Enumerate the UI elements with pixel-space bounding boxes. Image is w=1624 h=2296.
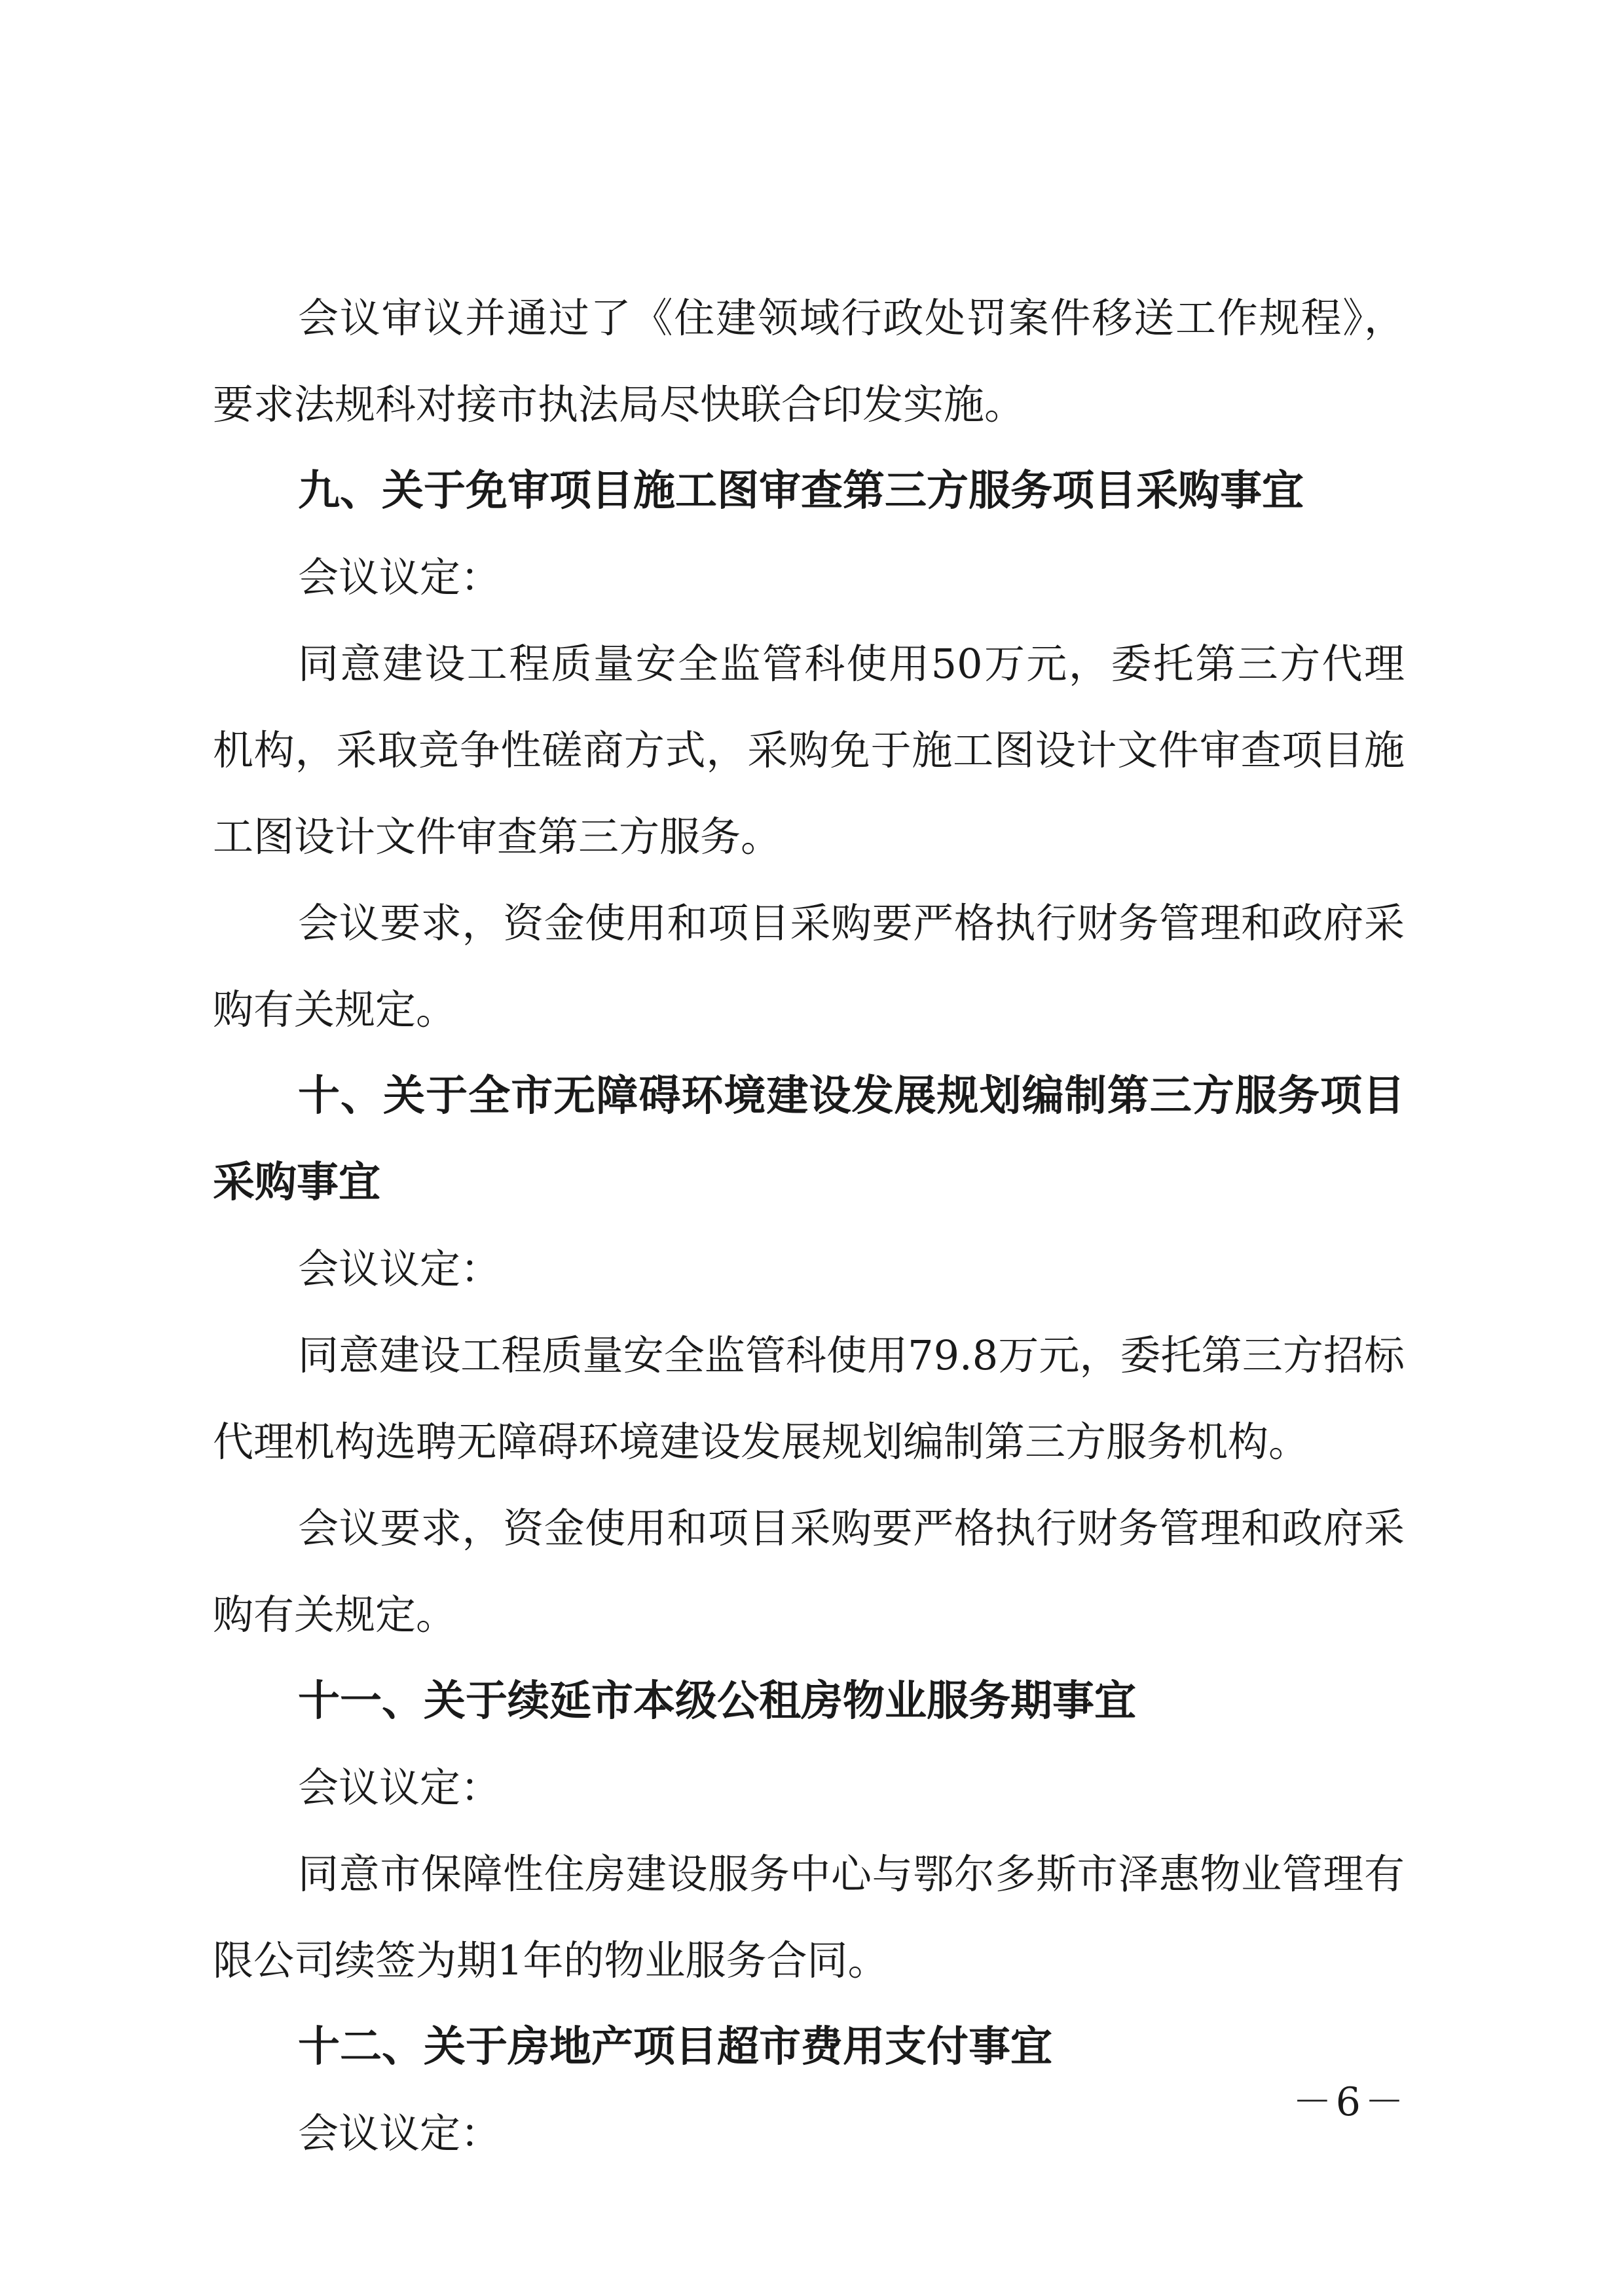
paragraph-requirement-text: 会议要求，资金使用和项目采购要严格执行财务管理和政府采购有关规定。 [213, 1504, 1405, 1639]
paragraph-decision-label: 会议议定： [298, 1245, 502, 1293]
paragraph-decision-label: 会议议定： [298, 2109, 502, 2157]
paragraph-decision-label: 会议议定： [298, 553, 502, 601]
paragraph-decision-label: 会议议定： [298, 1764, 502, 1811]
section-heading-11: 十一、关于续延市本级公租房物业服务期事宜 [298, 1677, 1136, 1726]
page-number: －6－ [1292, 2079, 1408, 2125]
paragraph-regulation-approval: 会议审议并通过了《住建领域行政处罚案件移送工作规程》，要求法规科对接市执法局尽快联合印发实施。 [213, 294, 1405, 428]
document-body [213, 275, 1405, 2177]
paragraph-requirement-text: 会议要求，资金使用和项目采购要严格执行财务管理和政府采购有关规定。 [213, 899, 1405, 1033]
paragraph-decision-text: 同意建设工程质量安全监管科使用50万元，委托第三方代理机构，采取竞争性磋商方式，采购免于施工图设计文件审查项目施工图设计文件审查第三方服务。 [213, 640, 1405, 861]
section-heading-10: 十、关于全市无障碍环境建设发展规划编制第三方服务项目采购事宜 [213, 1072, 1405, 1207]
section-heading-12: 十二、关于房地产项目超市费用支付事宜 [298, 2023, 1052, 2071]
section-heading-9: 九、关于免审项目施工图审查第三方服务项目采购事宜 [298, 467, 1304, 515]
paragraph-decision-text: 同意建设工程质量安全监管科使用79.8万元，委托第三方招标代理机构选聘无障碍环境建设发展规划编制第三方服务机构。 [213, 1331, 1405, 1466]
paragraph-decision-text: 同意市保障性住房建设服务中心与鄂尔多斯市泽惠物业管理有限公司续签为期1年的物业服务合同。 [213, 1850, 1405, 1984]
